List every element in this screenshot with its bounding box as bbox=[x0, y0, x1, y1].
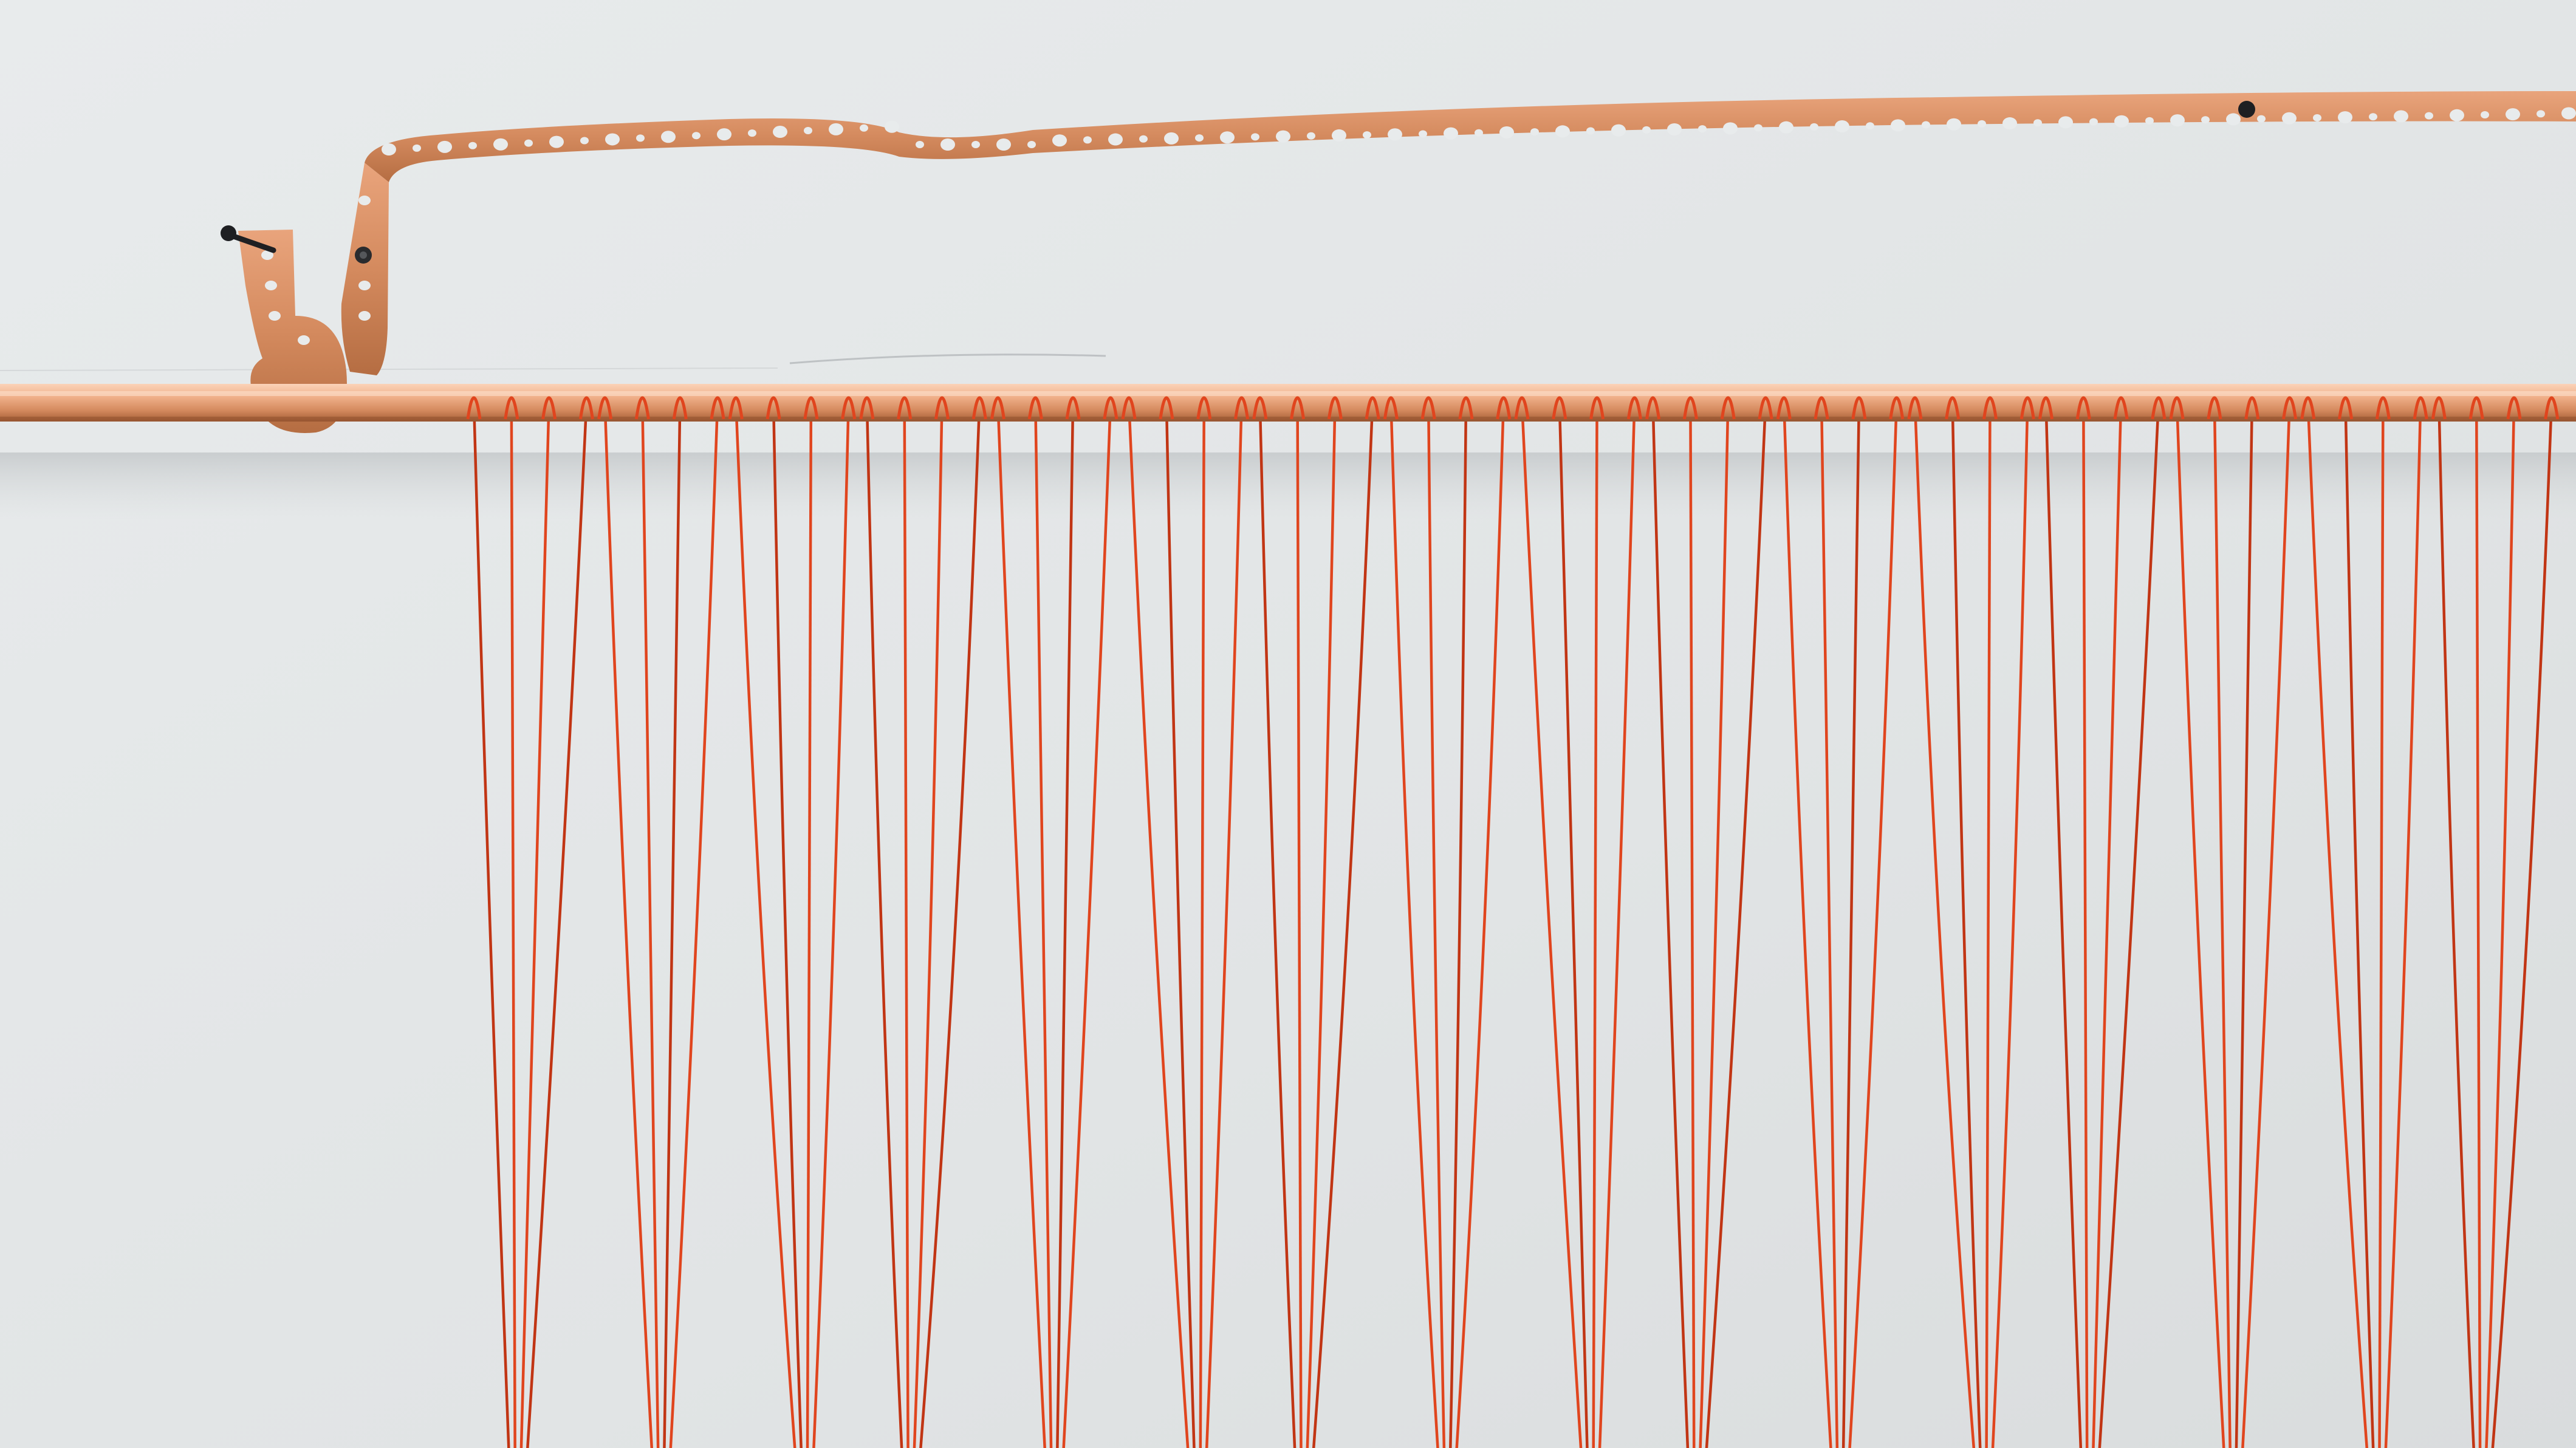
strap-hole bbox=[2338, 111, 2352, 123]
strap-hole bbox=[2561, 107, 2576, 119]
strap-hole bbox=[269, 311, 281, 321]
nail-drop bbox=[355, 247, 372, 264]
strap-hole bbox=[1220, 131, 1235, 143]
strap-hole bbox=[358, 196, 371, 205]
strap-hole bbox=[2506, 108, 2520, 120]
strap-hole bbox=[1251, 133, 1259, 140]
strap-hole bbox=[773, 126, 787, 138]
strap-hole bbox=[1978, 120, 1986, 128]
strap-hole bbox=[1195, 134, 1204, 142]
strap-hole bbox=[1866, 122, 1874, 129]
strap-hole bbox=[2058, 116, 2073, 128]
strap-hole bbox=[661, 131, 676, 143]
strap-hole bbox=[1835, 120, 1849, 132]
strap-hole bbox=[2282, 112, 2297, 125]
strap-hole bbox=[1642, 126, 1651, 134]
strap-hole bbox=[2394, 110, 2408, 122]
strap-hole bbox=[1586, 127, 1595, 134]
strap-hole bbox=[2170, 114, 2185, 126]
strap-hole bbox=[1810, 123, 1818, 131]
strap-hole bbox=[1723, 122, 1738, 134]
strap-hole bbox=[605, 133, 620, 145]
strap-hole bbox=[1419, 130, 1427, 137]
strap-hole bbox=[860, 125, 868, 132]
strap-hole bbox=[2481, 111, 2489, 118]
strap-hole bbox=[971, 141, 980, 148]
strap-hole bbox=[468, 142, 477, 149]
strap-hole bbox=[916, 141, 924, 148]
strap-hole bbox=[1698, 125, 1707, 132]
strap-hole bbox=[1555, 125, 1570, 137]
strap-hole bbox=[1922, 121, 1930, 129]
strap-hole bbox=[2201, 116, 2210, 123]
strap-hole bbox=[804, 127, 812, 134]
strap-hole bbox=[1276, 131, 1290, 143]
strap-hole bbox=[265, 281, 277, 290]
strap-hole bbox=[413, 145, 421, 152]
strap-hole bbox=[2033, 119, 2042, 126]
strap-hole bbox=[1307, 132, 1315, 140]
strap-hole bbox=[1332, 129, 1346, 142]
strap-hole bbox=[1611, 125, 1626, 137]
strap-hole bbox=[2425, 112, 2433, 120]
copper-rod bbox=[0, 384, 2576, 422]
strap-hole bbox=[1108, 134, 1123, 146]
strap-hole bbox=[2226, 113, 2241, 125]
strap-hole bbox=[717, 128, 731, 140]
strap-hole bbox=[524, 140, 533, 147]
strap-hole bbox=[2313, 114, 2321, 121]
strap-hole bbox=[2257, 115, 2266, 123]
strap-hole bbox=[358, 281, 371, 290]
strap-hole bbox=[1139, 135, 1148, 143]
strap-hole bbox=[829, 123, 843, 135]
strap-hole bbox=[493, 138, 508, 151]
strap-hole bbox=[1164, 132, 1179, 145]
strap-hole bbox=[636, 134, 645, 142]
strap-hole bbox=[1947, 118, 1961, 131]
strap-hole bbox=[748, 129, 756, 137]
strap-hole bbox=[1891, 119, 1905, 131]
strap-hole bbox=[1499, 126, 1514, 138]
strap-hole bbox=[692, 132, 701, 139]
strap-hole bbox=[885, 121, 899, 133]
strap-hole bbox=[437, 141, 452, 153]
rod-shadow bbox=[0, 452, 2576, 519]
strap-hole bbox=[1052, 134, 1067, 146]
strap-hole bbox=[1444, 128, 1458, 140]
strap-hole bbox=[940, 138, 955, 151]
strap-hole bbox=[2002, 117, 2017, 129]
strap-hole bbox=[2450, 109, 2464, 121]
strap-hole bbox=[996, 138, 1011, 151]
strap-hole bbox=[1779, 121, 1793, 134]
strap-hole bbox=[382, 143, 396, 155]
strap-hole bbox=[2369, 113, 2377, 120]
strap-hole bbox=[298, 335, 310, 345]
strap-hole bbox=[1667, 123, 1682, 135]
strap-hole bbox=[1754, 125, 1762, 132]
strap-hole bbox=[549, 136, 564, 148]
strap-hole bbox=[1388, 128, 1402, 140]
strap-hole bbox=[2145, 117, 2154, 125]
strap-hole bbox=[1027, 141, 1036, 148]
strap-hole bbox=[1083, 136, 1092, 143]
strap-hole bbox=[1530, 128, 1539, 135]
strap-hole bbox=[358, 311, 371, 321]
strap-hole bbox=[1475, 129, 1483, 137]
strap-hole bbox=[2089, 118, 2098, 126]
strap-hole bbox=[2114, 115, 2129, 128]
nail-strap-right bbox=[2238, 101, 2255, 118]
strap-hole bbox=[580, 137, 589, 145]
strap-hole bbox=[2537, 110, 2545, 117]
strap-hole bbox=[1363, 131, 1371, 138]
